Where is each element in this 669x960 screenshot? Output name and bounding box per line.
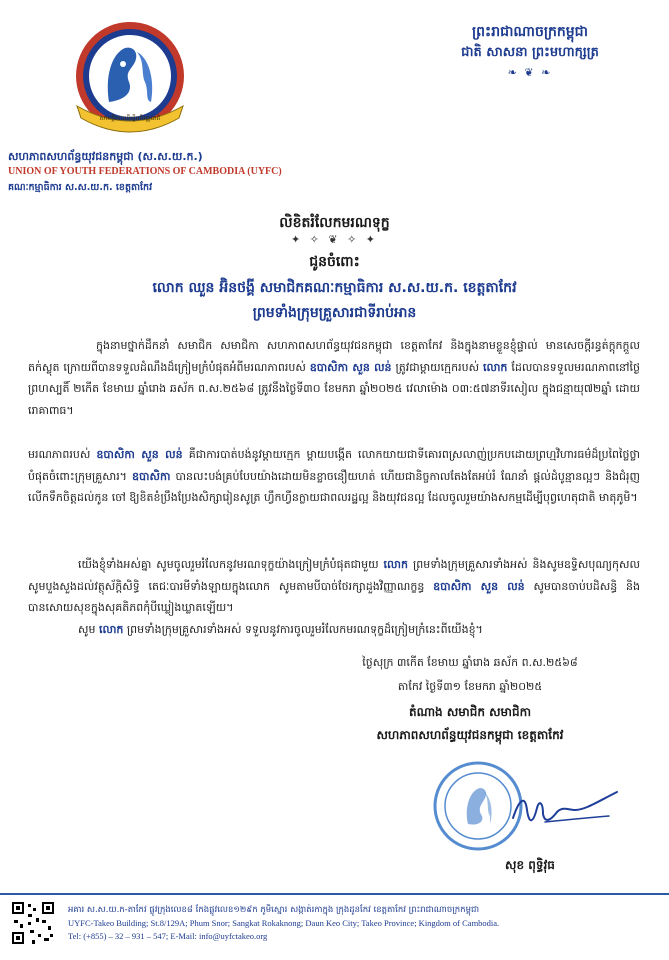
date-solar: តាកែវ ថ្ងៃទី៣១ ខែមករា ឆ្នាំ២០២៥ [397, 680, 543, 693]
text-run: យើងខ្ញុំទាំងអស់គ្នា សូមចូលរួមរំលែកនូវមរណទុក្ខយ៉ាងក្រៀមក្រំបំផុតជាមួយ [78, 558, 384, 571]
signature-role: តំណាង សមាជិក សមាជិកា [408, 705, 532, 719]
handwritten-signature [505, 780, 625, 840]
text-run: ព្រមទាំងក្រុមគ្រួសារទាំងអស់ ទទួលនូវការចូលរួមរំលែកមរណទុក្ខដ៏ក្រៀមក្រំនេះពីយើងខ្ញុំ។ [123, 623, 483, 636]
date-lunar: ថ្ងៃសុក្រ ៣កើត ខែមាឃ ឆ្នាំរោង ឆស័ក ព.ស.២៥៦៨ [362, 656, 578, 669]
text-run: ដែលបានទទួលមរណភាពនៅថ្ងៃព្រហស្បតិ៍ ២កើត ខែមាឃ ឆ្នាំរោង ឆស័ក ព.ស.២៥៦៨ ត្រូវនឹងថ្ងៃទី៣០ ខែមករា ឆ្នាំ២០២៥ វេលាម៉ោង ០៣:៥៧នាទីរសៀល ក្នុងជន្មាយុ៧២ឆ្នាំ ដោយរោគាពាធ។ [28, 360, 640, 417]
honorific: លោក [482, 360, 508, 374]
uyfc-logo [55, 18, 205, 148]
footer-address-khmer: អគារ ស.ស.យ.ក-តាកែវ ផ្លូវក្រុងលេខ៨ កែងផ្លូវលេខ១២៩ក ភូមិស្នោរ សង្កាត់រកាក្នុង ក្រុងដូនកែវ ខេត្តតាកែវ ព្រះរាជាណាចក្រកម្ពុជា [68, 905, 480, 915]
honorific: លោក [383, 558, 408, 571]
deceased-name: ឧបាសិកា សួន លន់ [309, 360, 392, 374]
paragraph-2 [28, 444, 640, 509]
footer-divider [0, 893, 669, 895]
footer-address-english: UYFC-Takeo Building; St.8/129A; Phum Snor; Sangkat Rokaknong; Daun Keo City; Takeo Province; Kingdom of Cambodia. [68, 918, 500, 928]
paragraph-4 [28, 619, 640, 641]
text-run: ត្រូវជាម្ដាយក្មេករបស់ [391, 360, 483, 374]
honorific: ឧបាសិកា [132, 469, 171, 483]
text-run: ព្រមទាំងក្រុមគ្រួសារទាំងអស់ និងសូមឧទ្ទិសបុណ្យកុសលសូមបួងសួងដល់វត្ថុស័ក្តិសិទ្ធិ តេជៈបារមីទាំងឡាយក្នុងលោក សូមតាមបីបាច់ថែរក្សាដួងវិញ្ញាណក្ខន្ធ [28, 558, 640, 593]
signer-name: សុខ ពុទ្ធិវុធ [505, 858, 555, 872]
text-run: បានលះបង់គ្រប់បែបយ៉ាងដោយមិនខ្លាចនឿយហត់ ហើយជានិច្ចកាលតែងតែអប់រំ ណែនាំ ផ្ដល់ដំបូន្មានល្អៗ និងជំរុញលើកទឹកចិត្តដល់កូន ចៅ ឱ្យខិតខំប្រឹងប្រែងសិក្សារៀនសូត្រ ហ្វឹកហ្វឺនក្លាយជាពលរដ្ឋល្អ និងយុវជនល្អ ដែលចូលរួមយ៉ាងសកម្មដើម្បីបុព្វហេតុជាតិ មាតុភូមិ។ [28, 469, 640, 504]
signature-org: សហភាពសហព័ន្ធយុវជនកម្ពុជា ខេត្តតាកែវ [376, 728, 564, 742]
logo-ribbon-text: សាមគ្គីភាពដើម្បីអភិវឌ្ឍជាតិ [99, 115, 161, 122]
text-run: សូមបានចាប់បដិសន្ធិ និងបានសោយសុខក្នុងសុគតិភពកុំបីឃ្លៀងឃ្លាតឡើយ។ [28, 579, 640, 614]
footer-contact: Tel: (+855) – 32 – 931 – 547; E-Mail: info@uyfctakeo.org [68, 931, 268, 941]
paragraph-3 [28, 554, 640, 619]
deceased-name: ឧបាសិកា សួន លន់ [96, 448, 183, 461]
text-run: សូម [78, 623, 99, 636]
to-label: ជូនចំពោះ [309, 254, 360, 270]
honorific: លោក [98, 623, 124, 636]
recipient-line-1: លោក ឈួន អ៊ិនថង្គី សមាជិកគណៈកម្មាធិការ ស.ស.យ.ក. ខេត្តតាកែវ [152, 280, 517, 296]
org-name-khmer: សហភាពសហព័ន្ធយុវជនកម្ពុជា (ស.ស.យ.ក.) [8, 150, 203, 163]
header-ornament: ❧ ❦ ❧ [507, 66, 553, 79]
kingdom-heading: ព្រះរាជាណាចក្រកម្ពុជា [471, 24, 588, 40]
paragraph-1 [28, 335, 640, 421]
recipient-line-2: ព្រមទាំងក្រុមគ្រួសារជាទីរាប់អាន [252, 305, 417, 321]
org-name-english: UNION OF YOUTH FEDERATIONS OF CAMBODIA (UYFC) [8, 166, 282, 177]
title-ornament: ✦ ✧ ❦ ✧ ✦ [290, 233, 379, 246]
text-run: គឺជាការបាត់បង់នូវម្ដាយក្មេក ម្ដាយបង្កើត លោកយាយជាទីគោរពស្រលាញ់ប្រកបដោយព្រហ្មវិហារធម៌ដ៏ប្រពៃថ្លៃថ្លាបំផុតចំពោះក្រុមគ្រួសារ។ [28, 448, 640, 483]
org-branch: គណៈកម្មាធិការ ស.ស.យ.ក. ខេត្តតាកែវ [8, 182, 153, 193]
deceased-name: ឧបាសិកា សួន លន់ [433, 579, 525, 593]
text-run: មរណភាពរបស់ [28, 448, 97, 461]
text-run: ក្នុងនាមថ្នាក់ដឹកនាំ សមាជិក សមាជិកា សហភាពសហព័ន្ធយុវជនកម្ពុជា ខេត្តតាកែវ និងក្នុងនាមខ្លួនខ្ញុំផ្ទាល់ មានសេចក្ដីរន្ធត់ក្តុកក្តួលតក់ស្លុត ក្រោយពីបានទទួលដំណឹងដ៏ក្រៀមក្រំបំផុតអំពីមរណភាពរបស់ [28, 339, 640, 374]
national-motto: ជាតិ សាសនា ព្រះមហាក្សត្រ [461, 45, 599, 60]
logo-emblem-icon [55, 18, 205, 148]
qr-code-icon [10, 900, 56, 946]
letter-title: លិខិតរំលែកមរណទុក្ខ [279, 215, 390, 231]
